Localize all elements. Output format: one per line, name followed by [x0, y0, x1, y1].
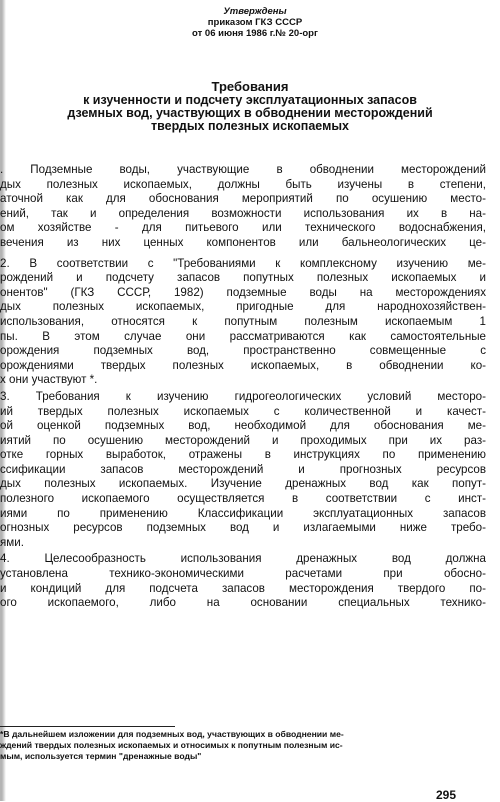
text-line: ом хозяйстве - для питьевого или технического водоснабжения,: [0, 221, 486, 235]
title-line-3: дземных вод, участвующих в обводнении месторождений: [67, 106, 433, 120]
title-line-2: к изученности и подсчету эксплуатационных запасов: [83, 93, 417, 107]
title-line-1: Требования: [211, 79, 289, 94]
text-line: отке горных выработок, отражены в инструкциях по применению: [0, 448, 486, 462]
paragraph-2: [0, 257, 486, 388]
text-line: ссификации запасов месторождений и прогнозных ресурсов: [0, 462, 486, 476]
text-line: иями по применению Классификации эксплуатационных запасов: [0, 506, 486, 520]
document-title: [0, 80, 500, 133]
body-text: [0, 163, 486, 613]
text-line: х они участвуют *.: [0, 373, 98, 387]
text-line: онентов" (ГКЗ СССР, 1982) подземные воды на месторождениях: [0, 285, 486, 299]
footnote-line-1: *В дальнейшем изложении для подземных вод, участвующих в обводнении ме-: [0, 729, 344, 739]
text-line: рождений и подсчету запасов попутных полезных ископаемых и: [0, 271, 486, 285]
text-line: 3. Требования к изучению гидрогеологических условий месторо-: [0, 389, 486, 403]
text-line: дых полезных ископаемых, пригодные для народнохозяйствен-: [0, 300, 486, 314]
text-line: огнозных ресурсов подземных вод и излагаемыми ниже требо-: [0, 521, 486, 535]
text-line: ий твердых полезных ископаемых с количественной и качест-: [0, 404, 486, 418]
approval-line-1: Утверждены: [223, 6, 287, 17]
paragraph-4: [0, 552, 486, 610]
text-line: пы. В этом случае они рассматриваются как самостоятельные: [0, 329, 486, 343]
page-number: 295: [436, 788, 457, 802]
text-line: иятий по осушению месторождений и проходимых при их раз-: [0, 433, 486, 447]
text-line: полезного ископаемого осуществляется в соответствии с инст-: [0, 492, 486, 506]
text-line: использования, относятся к попутным полезным ископаемым 1: [0, 314, 486, 328]
text-line: орождения подземных вод, пространственно совмещенные с: [0, 344, 486, 358]
text-line: 4. Целесообразность использования дренажных вод должна: [0, 552, 486, 566]
text-line: установлена технико-экономическими расчетами при обосно-: [0, 567, 486, 581]
approval-line-2: приказом ГКЗ СССР: [207, 17, 303, 28]
footnote-line-3: мым, используется термин "дренажные воды": [0, 751, 202, 761]
text-line: ого ископаемого, либо на основании специальных технико-: [0, 596, 486, 610]
text-line: дых полезных ископаемых, должны быть изучены в степени,: [0, 177, 486, 191]
paragraph-1: [0, 163, 486, 251]
text-line: 2. В соответствии с "Требованиями к комплексному изучению ме-: [0, 256, 486, 270]
title-line-4: твердых полезных ископаемых: [151, 119, 349, 133]
text-line: . Подземные воды, участвующие в обводнении месторождений: [0, 163, 486, 176]
paragraph-3: [0, 390, 486, 551]
text-line: дых полезных ископаемых. Изучение дренажных вод как попут-: [0, 477, 486, 491]
text-line: и кондиций для подсчета запасов месторождения твердого по-: [0, 581, 486, 595]
text-line: орождениями твердых полезных ископаемых, в обводнении ко-: [0, 358, 486, 372]
text-line: аточной как для обоснования мероприятий по осушению место-: [0, 192, 486, 206]
footnote-line-2: ждений твердых полезных ископаемых и относимых к попутным полезным ис-: [0, 740, 343, 750]
approval-stamp: [180, 6, 330, 39]
text-line: вечения из них ценных компонентов или бальнеологических це-: [0, 235, 486, 249]
footnote: [0, 729, 492, 762]
text-line: ями.: [0, 535, 24, 549]
footnote-divider: [0, 726, 175, 727]
text-line: ой оценкой подземных вод, необходимой для обоснования ме-: [0, 419, 486, 433]
approval-line-3: от 06 июня 1986 г.№ 20-орг: [192, 28, 318, 39]
text-line: ений, так и определения возможности использования их в на-: [0, 206, 486, 220]
